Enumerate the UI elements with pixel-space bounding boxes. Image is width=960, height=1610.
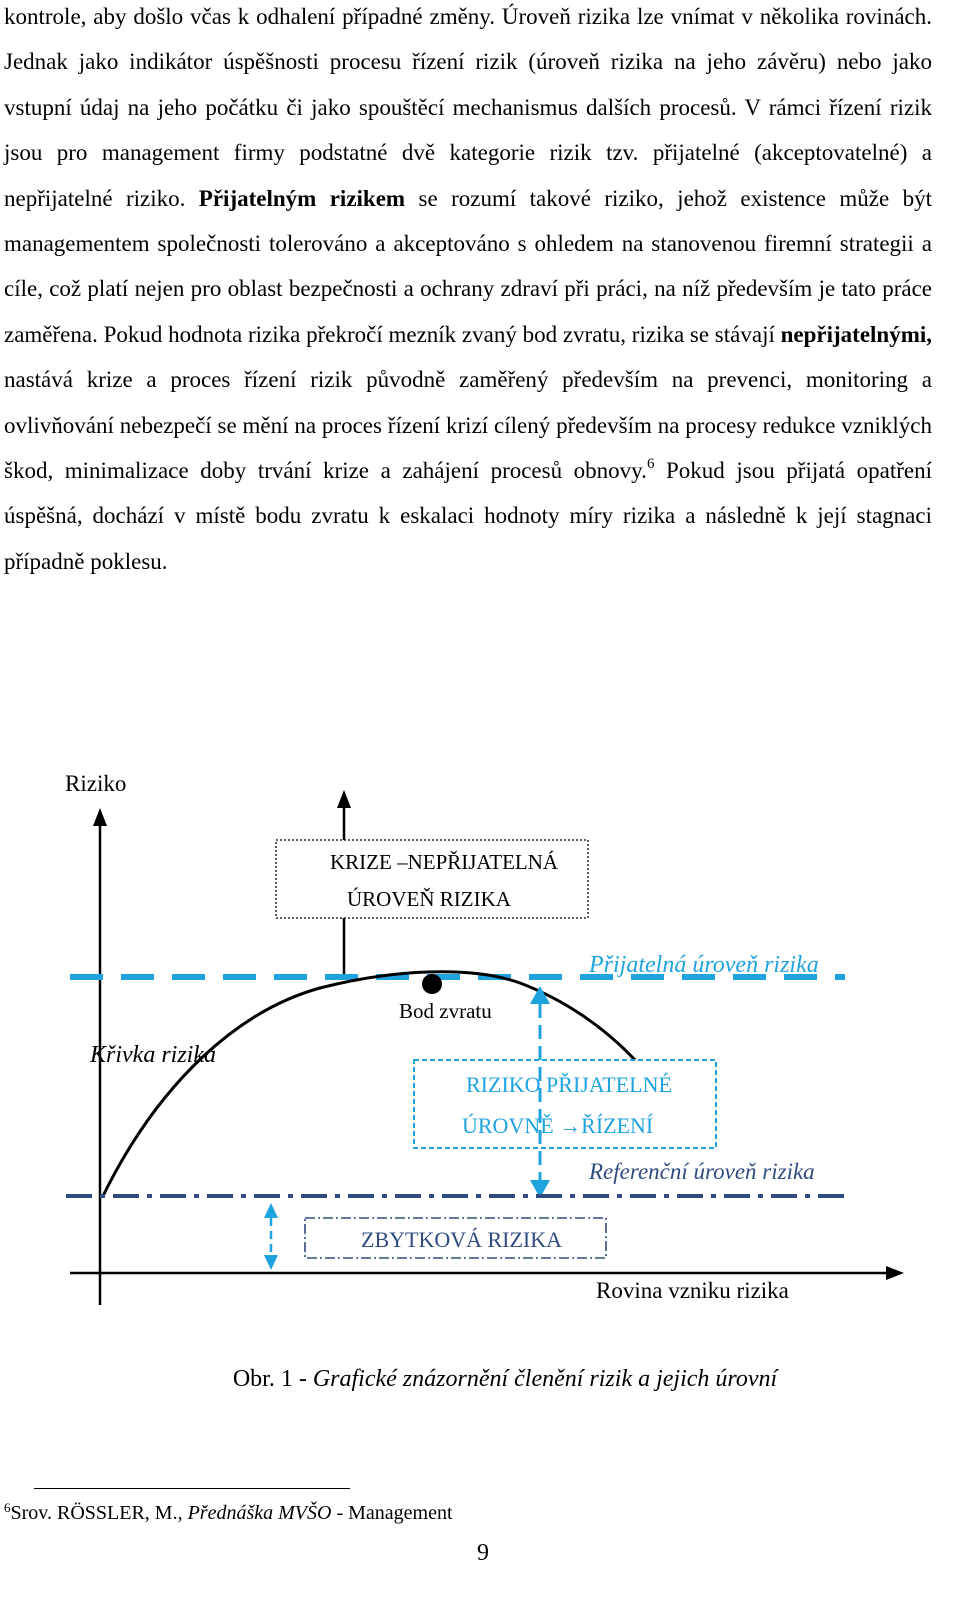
x-axis-arrowhead	[886, 1266, 904, 1280]
figure-caption	[0, 1366, 960, 1393]
body-text-4: Pokud jsou přijatá opatření úspěšná, dochází v místě bodu zvratu k eskalaci hodnoty míry rizika a následně k její stagnaci případně poklesu.	[4, 458, 932, 574]
managed-box-arrow: →	[559, 1113, 582, 1138]
risk-curve-label: Křivka rizika	[90, 1042, 216, 1068]
caption-prefix: Obr. 1 -	[232, 1366, 313, 1392]
y-axis-label: Riziko	[65, 771, 127, 796]
turning-point-label: Bod zvratu	[399, 999, 492, 1023]
body-text-1: kontrole, aby došlo včas k odhalení případné změny. Úroveň rizika lze vnímat v několika rovinách. Jednak jako indikátor úspěšnosti procesu řízení rizik (úroveň rizika na jeho závěru) nebo jako vstupní údaj na jeho počátku či jako spouštěcí mechanismus dalších procesů. V rámci řízení rizik jsou pro management firmy podstatné dvě kategorie rizik tzv. přijatelné (akceptovatelné) a nepřijatelné riziko.	[4, 4, 932, 211]
turning-point-dot	[422, 974, 442, 994]
y-axis-arrowhead	[93, 808, 107, 826]
bold-term-unacceptable: nepřijatelnými,	[780, 321, 933, 347]
acceptable-level-label: Přijatelná úroveň rizika	[589, 952, 819, 978]
footnote-reference: 6	[646, 456, 655, 473]
body-text-3: nastává krize a proces řízení rizik původně zaměřený především na prevenci, monitoring a ovlivňování nebezpečí se mění na proces řízení krizí cílený především na procesy redukce vzniklých škod, minimalizace doby trvání krize a zahájení procesů obnovy.	[4, 367, 932, 484]
bold-term-acceptable-risk: Přijatelným rizikem	[198, 185, 406, 211]
footnote-separator	[34, 1488, 350, 1489]
body-paragraph	[4, 0, 932, 584]
body-text-2: se rozumí takové riziko, jehož existence může být managementem společnosti tolerováno a akceptováno s ohledem na stanovenou firemní strategii a cíle, což platí nejen pro oblast bezpečnosti a ochrany zdraví při práci, na níž především je tato práce zaměřena. Pokud hodnota rizika překročí mezník zvaný bod zvratu, rizika se stávají	[4, 185, 933, 347]
reference-level-label: Referenční úroveň rizika	[589, 1159, 815, 1184]
managed-box-line2	[462, 1113, 653, 1138]
crisis-box-line2: ÚROVEŇ RIZIKA	[347, 887, 511, 911]
crisis-arrowhead	[337, 790, 351, 808]
managed-box-line2-start: ÚROVNĚ	[462, 1113, 560, 1138]
residual-arrow-up-head	[264, 1203, 278, 1218]
footnote-text-italic: Přednáška MVŠO	[187, 1502, 332, 1524]
residual-risk-label: ZBYTKOVÁ RIZIKA	[361, 1227, 563, 1252]
caption-title: Grafické znázornění členění rizik a jejich úrovní	[312, 1366, 778, 1392]
managed-box-line1: RIZIKO PŘIJATELNÉ	[466, 1072, 672, 1097]
page-number: 9	[477, 1540, 489, 1566]
risk-level-diagram	[0, 760, 960, 1360]
residual-arrow-down-head	[264, 1255, 278, 1270]
footnote-text-start: Srov. RÖSSLER, M.,	[10, 1502, 188, 1524]
footnote-number: 6	[4, 1500, 11, 1515]
x-axis-label: Rovina vzniku rizika	[596, 1278, 789, 1303]
managed-box-line2-end: ŘÍZENÍ	[581, 1113, 654, 1138]
footnote	[4, 1502, 453, 1525]
crisis-box-line1: KRIZE –NEPŘIJATELNÁ	[330, 850, 559, 874]
footnote-text-end: - Management	[331, 1502, 453, 1524]
